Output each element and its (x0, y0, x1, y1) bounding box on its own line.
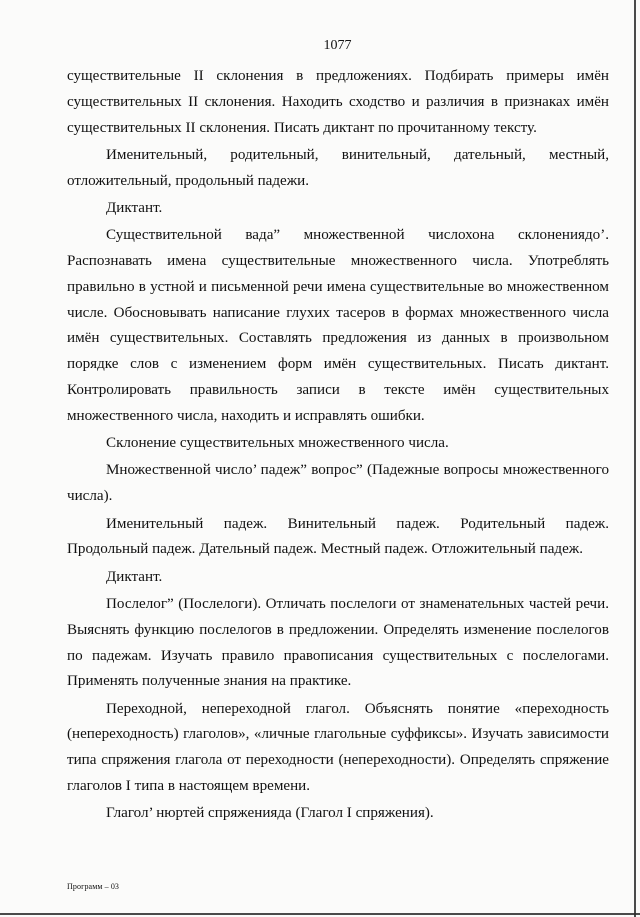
paragraph: Переходной, непереходной глагол. Объяснять понятие «переходность (непереходность) глаголов», «личные глагольные суффиксы». Изучать зависимости типа спряжения глагола от переходности (непереходности). Определять спряжение глаголов I типа в настоящем времени. (67, 700, 609, 795)
paragraph: Множественной число’ падеж” вопрос” (Падежные вопросы множественного числа). (67, 462, 609, 505)
paragraph: Послелог” (Послелоги). Отличать послелоги от знаменательных частей речи. Выяснять функцию послелогов в предложении. Определять изменение послелогов по падежам. Изучать правило правописания существительных с послелогами. Применять полученные знания на практике. (67, 595, 609, 690)
paragraph: Глагол’ нюртей спряженияда (Глагол I спряжения). (106, 805, 434, 822)
page-number: 1077 (323, 38, 352, 53)
paragraph: Склонение существительных множественного числа. (106, 435, 449, 452)
paragraph: Существительной вада” множественной числохона склонениядо’. Распознавать имена существительные множественного числа. Употреблять правильно в устной и письменной речи имена существительные во множественном числе. Обосновывать написание глухих тасеров в формах множественного числа имён существительных. Составлять предложения из данных в произвольном порядке слов с изменением форм имён существительных. Писать диктант. Контролировать правильность записи в тексте имён существительных множественного числа, находить и исправлять ошибки. (67, 227, 609, 424)
paragraph: существительные II склонения в предложениях. Подбирать примеры имён существительных II склонения. Находить сходство и различия в признаках имён существительных II склонения. Писать диктант по прочитанному тексту. (67, 68, 609, 136)
paragraph: Диктант. (106, 568, 163, 585)
scan-edge-right (634, 0, 636, 917)
paragraph: Именительный, родительный, винительный, дательный, местный, отложительный, продольный падежи. (67, 146, 609, 189)
paragraph: Именительный падеж. Винительный падеж. Родительный падеж. Продольный падеж. Дательный падеж. Местный падеж. Отложительный падеж. (67, 515, 609, 558)
paragraph: Диктант. (106, 199, 163, 216)
page-footer: Программ – 03 (67, 882, 120, 891)
body-text (67, 64, 609, 827)
scan-edge-bottom (0, 913, 640, 915)
